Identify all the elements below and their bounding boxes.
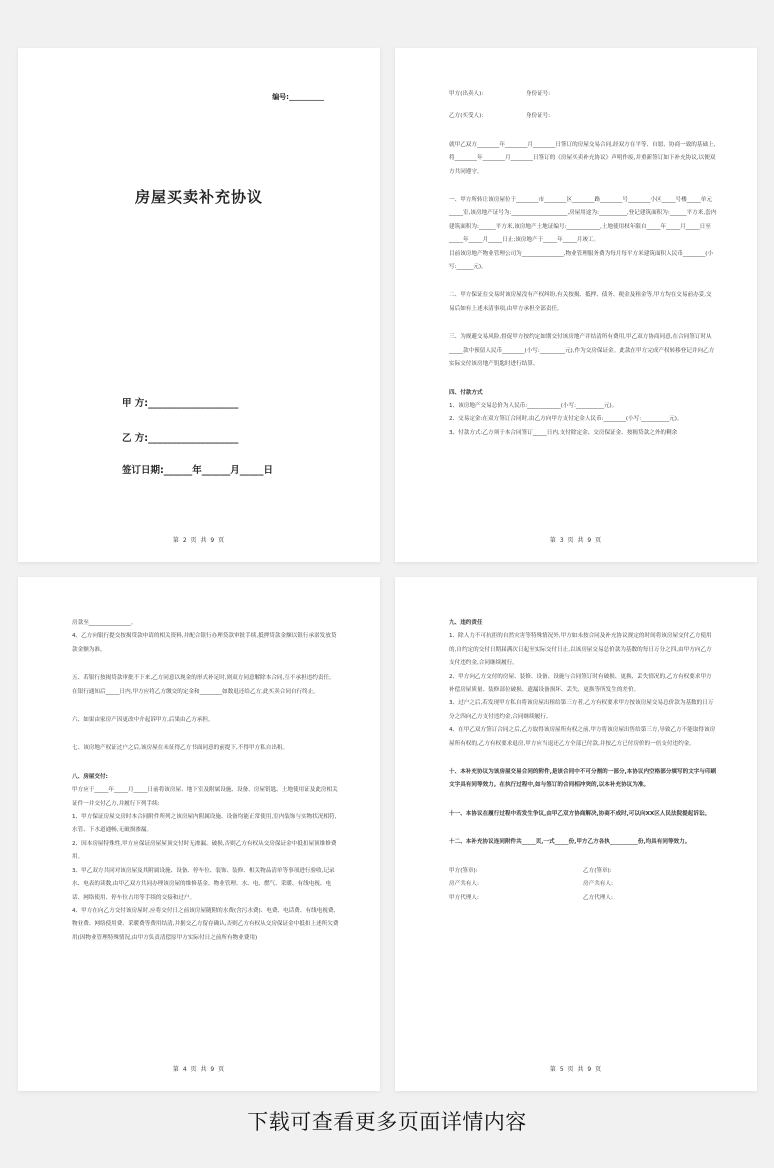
signature-row (449, 892, 717, 905)
party-a-line: 甲 方:___________________ (122, 398, 239, 409)
clause-paragraph: 七、该房地产权证过户之后,该房屋在未征得乙方书面同意的前提下,不得甲方私自出租。 (72, 745, 289, 752)
clause-paragraph: 二、甲方保证在交易时该房屋没有产权纠纷,有关按揭、抵押、债务、税金及租金等,甲方均在交易前办妥,交易后如有上述未清事项,由甲方承担全部责任。 (449, 292, 712, 312)
page-body (449, 617, 717, 905)
clause-paragraph: 2、甲方向乙方交付的房屋、装修、设备、设施与合同签订时有破损、更换、丢失情况的,乙方有权要求甲方补偿房屋质量、装修部位破损、遗漏设备损坏、丢失、更换等所发生的差价。 (449, 673, 712, 694)
clause-paragraph: 三、为规避交易风险,督促甲方按约定如期交付该房地产并结清所有费用,甲乙双方协商同意,在合同签订时从_____款中预留人民币________(小写:_________元),作为交房保证金。此款在甲方完成产权转移登记并向乙方实际交付该房地产钥匙时进行结算。 (449, 334, 715, 368)
clause-paragraph: 2、交易定金:在双方签订合同时,由乙方向甲方支付定金人民币:________(小写:__________元)。 (449, 416, 683, 423)
party-b-line: 乙 方:___________________ (122, 433, 239, 444)
clause-paragraph: 4、甲方在向乙方交付该房屋时,应将交付日之前该房屋随附的水费(含污水费)、电费、电话费、有线电视费、物业费、网络使用费、采暖费等费用结清,并据交乙方留存确认,否则乙方有权从交房保证金中抵扣上述所欠费用(因物业管理特殊情况,由甲方负责清偿原甲方实际付日之前所有物业费用) (72, 907, 340, 941)
signature-label: 乙方代理人: (583, 894, 613, 901)
document-page-5 (395, 577, 757, 1091)
contract-number: 编号:__________ (272, 93, 324, 101)
signature-row (449, 878, 717, 891)
page-body (72, 617, 340, 945)
clause-paragraph: 3、甲乙双方共同对该房屋及其附属设施、设备、停车位、装饰、装修、相关物品清单等事项进行验收,记录水、电表的读数,由甲乙双方共同办理该房屋的维修基金、物业管理、水、电、燃气、采暖、有线电视、电话、网络使用、停车位占用等手续的交接和过户。 (72, 867, 335, 901)
page-number: 第 2 页 共 9 页 (172, 537, 226, 544)
clause-paragraph: 五、若银行按揭贷款审批不下来,乙方同意以现金的形式补足时,则双方同意解除本合同,互不承担违约责任。在银行通知后_____日内,甲方应将乙方缴交的定金和________如数退还给乙方,此买卖合同自行终止。 (72, 675, 335, 695)
clause-paragraph: 1、该房地产交易总价为人民币:____________(小写:__________元)。 (449, 402, 618, 409)
page-number: 第 3 页 共 9 页 (549, 537, 603, 544)
clause-paragraph: 乙方(买受人): 身份证号: (449, 113, 551, 120)
clause-paragraph: 4、在甲乙双方签订合同之后,乙方取得该房屋所有权之前,甲方将该房屋出售给第三方,导致乙方不能取得该房屋所有权的,乙方有权要求退房,甲方应当退还乙方全部已付款,并按乙方已付房价的一倍支付违约金。 (449, 727, 716, 747)
clause-paragraph: 1、除人力不可抗拒的自然灾害等特殊情况外,甲方如未按合同及补充协议规定的时间将该房屋交付乙方使用的,自约定的交付日期届满次日起至实际交付日止,以该房屋交易总价款为基数的每日万分之四,由甲方向乙方支付违约金,合同继续履行。 (449, 633, 712, 667)
document-title: 房屋买卖补充协议 (134, 188, 263, 206)
download-caption: 下载可查看更多页面详情内容 (247, 1110, 527, 1134)
clause-paragraph: 一、甲方所转让该房屋位于________市________区________路________号________小区_____号楼_____单元_____室,该房地产证号为:____________________,房屋用途为:__________,登记建筑面积为:______平方米,套内建筑面积为:______平方米,该房地产土地证编号:____________,土地使用权年限自_____年_____月_____日至_____年_____月_____日止;该房地产于_____年_____月竣工。 (449, 197, 717, 244)
signature-row (449, 865, 717, 878)
clause-paragraph: 九、违约责任 (449, 620, 483, 626)
clause-paragraph: 房款至_______________。 (72, 620, 137, 626)
clause-paragraph: 4、乙方向银行提交按揭贷款申请的相关资料,并配合银行办理贷款审批手续,抵押贷款金额以银行承诺发放贷款金额为准。 (72, 633, 337, 653)
document-page-cover (18, 48, 380, 562)
clause-paragraph: 四、付款方式 (449, 389, 483, 396)
clause-paragraph: 十一、本协议在履行过程中若发生争议,由甲乙双方协商解决,协商不成时,可以向XX区人民法院提起诉讼。 (449, 810, 711, 817)
page-number: 第 4 页 共 9 页 (172, 1066, 226, 1073)
clause-paragraph: 甲方应于_____年_____月_____日前将该房屋、地下室及附属设施、设备、房屋钥匙、土地使用证及此房相关证件一并交付乙方,并履行下列手续: (72, 787, 338, 807)
page-body (449, 88, 717, 440)
signature-label: 房产共有人: (449, 881, 479, 888)
clause-paragraph: 六、如果由家房产因更改中介起诉甲方,后果由乙方承担。 (72, 717, 214, 724)
clause-paragraph: 目前该房地产物业管理公司为_______________,物业管理服务费为每月每平方米建筑面积人民币________(小写:______元)。 (449, 250, 714, 271)
clause-paragraph: 3、付款方式:乙方须于本合同签订_____日内,支付除定金、交房保证金、按揭贷款之外的剩余 (449, 429, 678, 436)
signature-label: 乙方(签章): (583, 867, 612, 874)
document-page-4 (18, 577, 380, 1091)
document-page-3 (395, 48, 757, 562)
clause-paragraph: 3、过户之后,若发现甲方私自将该房屋出租给第三方者,乙方有权要求甲方按该房屋交易总价款为基数的日万分之四向乙方支付违约金,合同继续履行。 (449, 700, 714, 720)
clause-paragraph: 十、本补充协议为该房屋交易合同的附件,是该合同中不可分割的一部分,本协议内空格部分填写的文字与印刷文字具有同等效力。在执行过程中,如与签订的合同相冲突的,以本补充协议为准。 (449, 769, 717, 789)
signature-label: 甲方(签章): (449, 867, 478, 874)
clause-paragraph: 十二、本补充协议连同附件共_____页,一式_____份,甲方乙方各执__________份,均具有同等效力。 (449, 839, 691, 846)
clause-paragraph: 1、甲方保证房屋交房时本合同附件所列之该房屋内附属设施、设备均能正常使用,室内装饰与实物状况相符,水管、下水道通畅,无破损渗漏。 (72, 814, 337, 834)
clause-paragraph: 甲方(出卖人): 身份证号: (449, 91, 551, 97)
page-number: 第 5 页 共 9 页 (549, 1066, 603, 1073)
signature-label: 房产共有人: (583, 881, 613, 888)
sign-date-line: 签订日期:______年______月_____日 (122, 465, 274, 476)
clause-paragraph: 八、房屋交付: (72, 773, 108, 780)
signature-label: 甲方代理人: (449, 894, 479, 901)
clause-paragraph: 就甲乙双方________年________月________日签订的房屋交易合同,经双方在平等、自愿、协商一致的基础上,将________年________月________日签订的《房屋买卖补充协议》声明作废,并重新签订如下补充协议,以便双方共同遵守。 (449, 141, 716, 175)
clause-paragraph: 2、因本房屋特殊性,甲方应保证房屋屋顶交付时无渗漏、破损,否则乙方有权从交房保证金中抵扣屋顶维修费用。 (72, 840, 337, 861)
